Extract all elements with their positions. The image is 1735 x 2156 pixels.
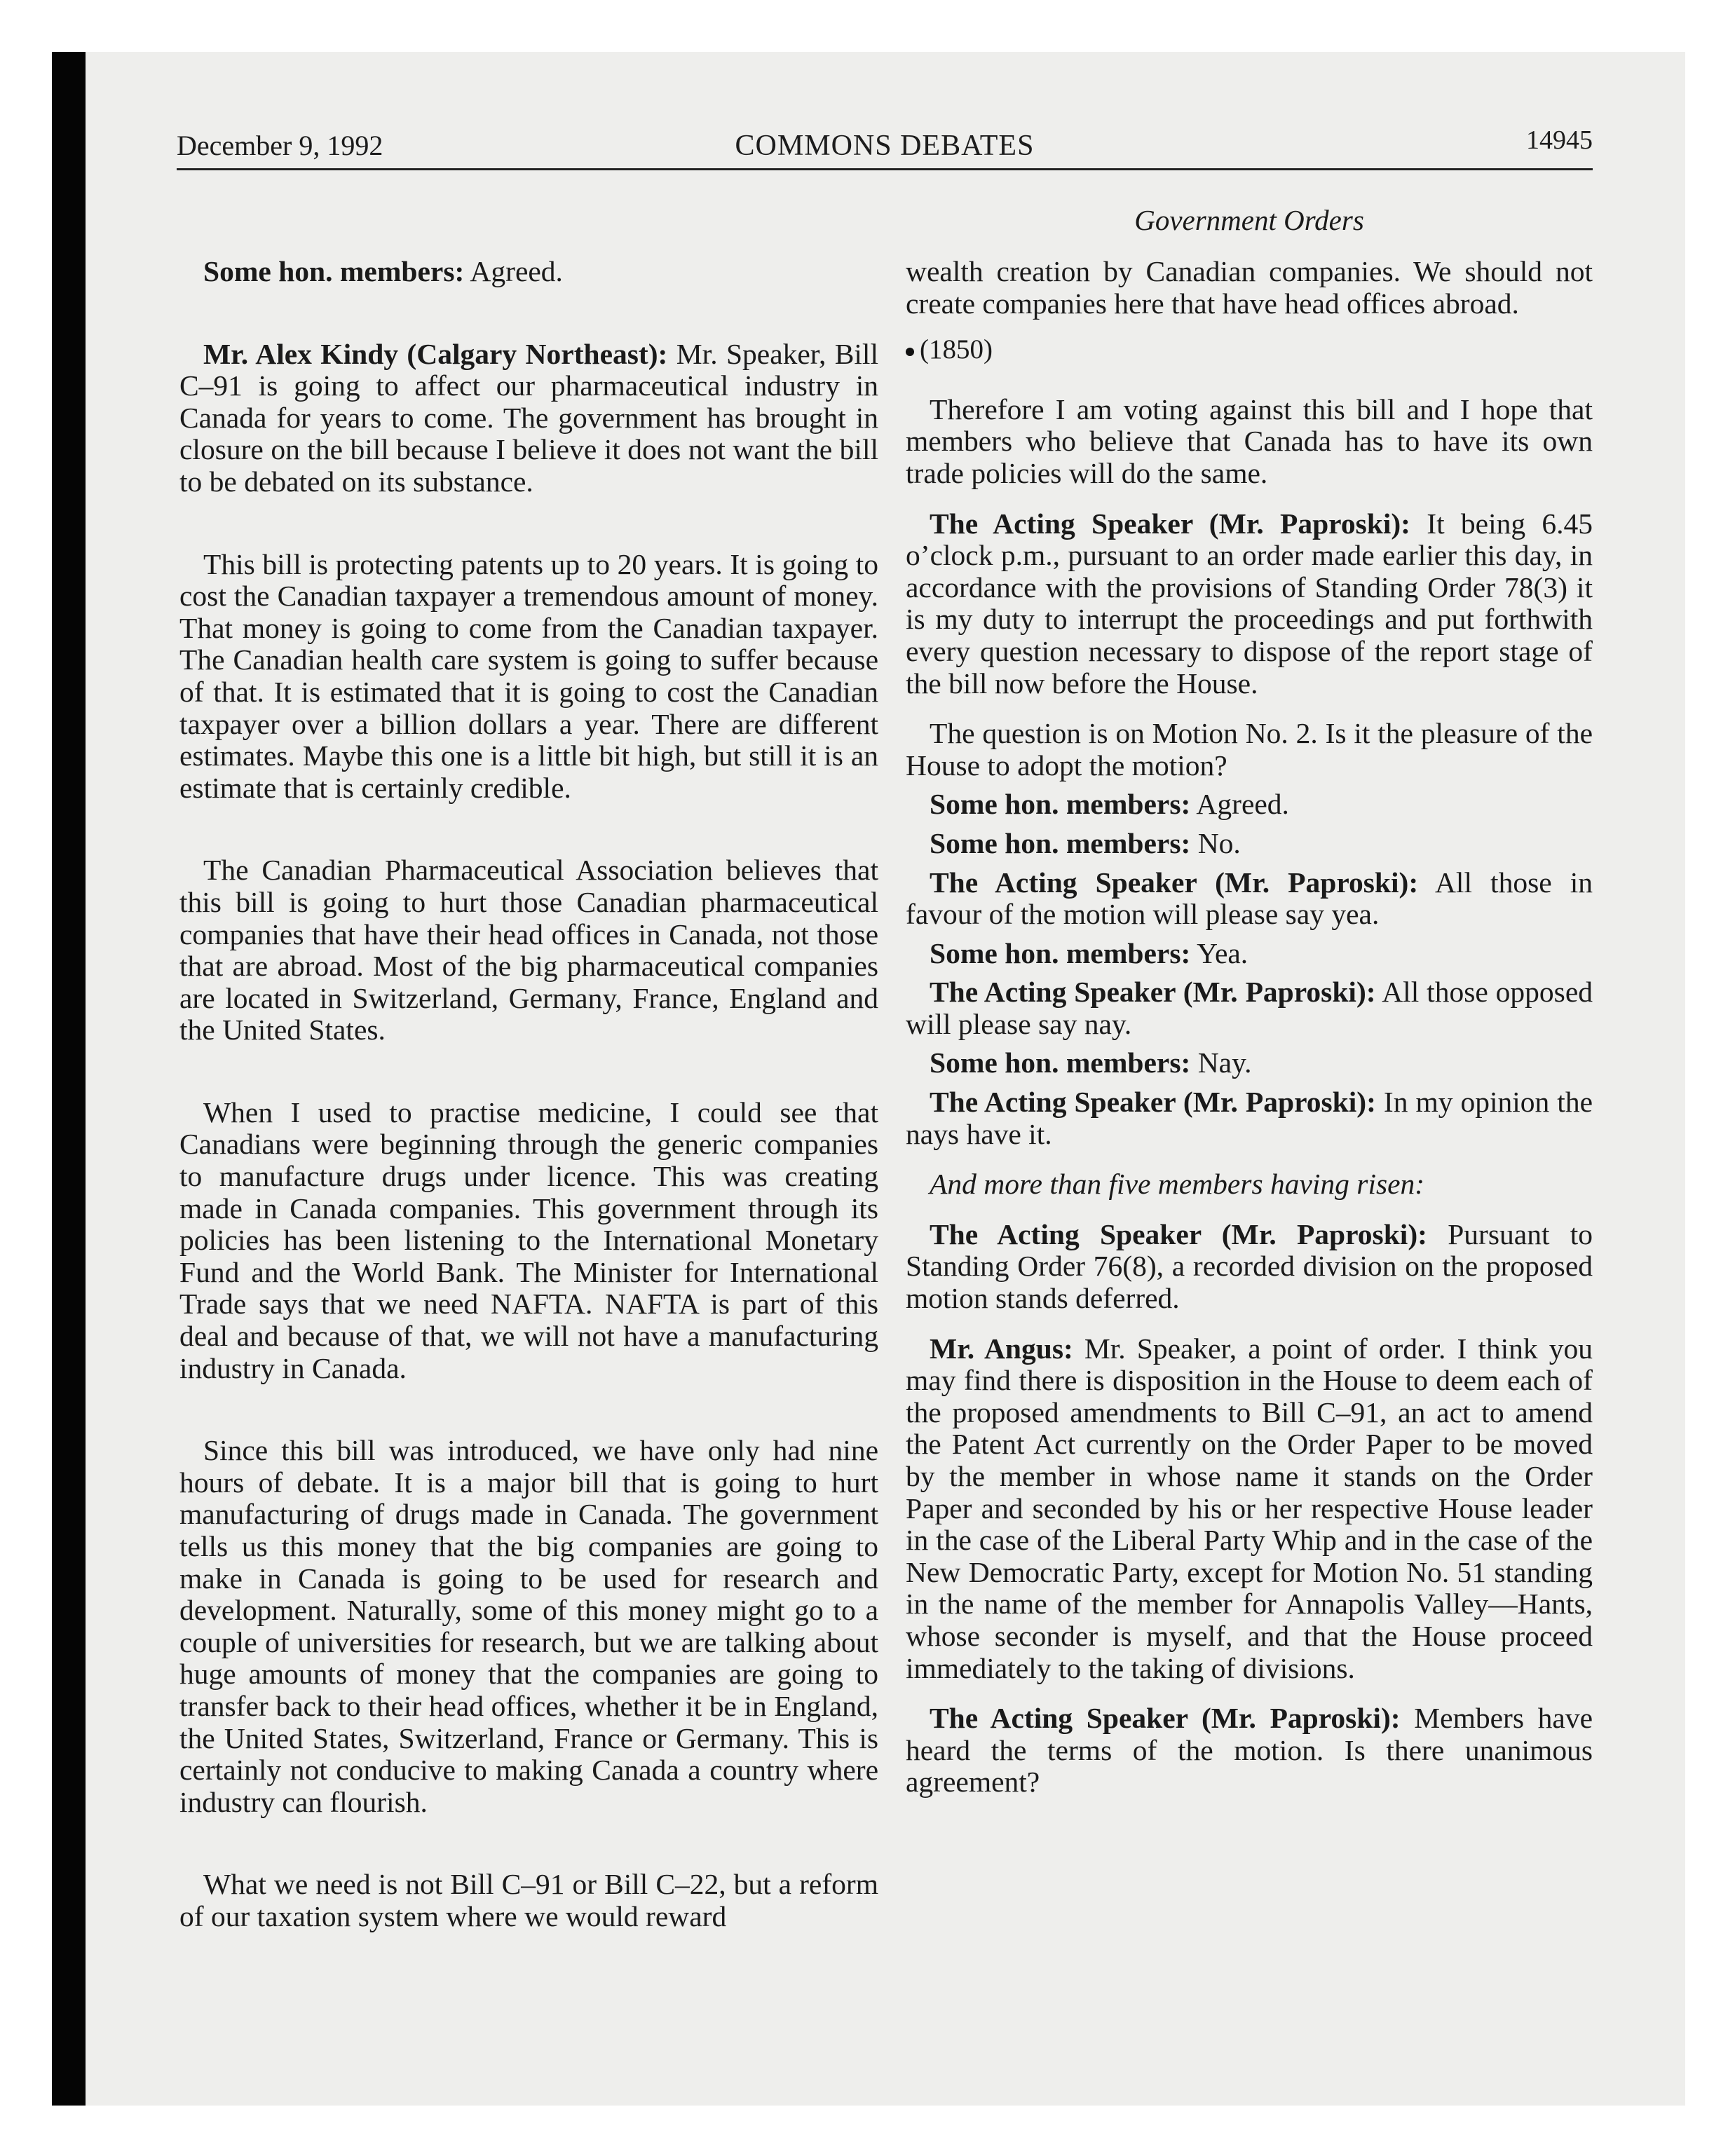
paragraph xyxy=(906,718,1593,782)
paragraph xyxy=(906,938,1593,970)
paragraph-text: When I used to practise medicine, I could see that Canadians were beginning through the generic companies to manufacture drugs under licence. This was creating made in Canada companies. This government through its policies has been listening to the International Monetary Fund and the World Bank. The Minister for International Trade says that we need NAFTA. NAFTA is part of this deal and because of that, we will not have a manufacturing industry in Canada. xyxy=(179,1096,878,1384)
speaker-name: Mr. Alex Kindy (Calgary Northeast): xyxy=(203,337,668,370)
paragraph xyxy=(906,867,1593,931)
speaker-name: The Acting Speaker (Mr. Paproski): xyxy=(930,1086,1376,1119)
speaker-name: Some hon. members: xyxy=(930,1046,1191,1079)
right-column xyxy=(906,256,1593,1799)
speaker-name: The Acting Speaker (Mr. Paproski): xyxy=(930,507,1411,540)
right-paragraphs xyxy=(906,394,1593,1799)
paragraph-text: What we need is not Bill C–91 or Bill C–22, but a reform of our taxation system where we would reward xyxy=(179,1868,878,1932)
paragraph xyxy=(906,976,1593,1040)
paragraph xyxy=(179,1869,878,1932)
page-header xyxy=(177,125,1593,168)
paragraph-text: Members have heard the terms of the motion. Is there unanimous agreement? xyxy=(906,1702,1593,1799)
paragraph xyxy=(906,508,1593,700)
paragraph-text: Nay. xyxy=(1190,1046,1252,1079)
speaker-name: Some hon. members: xyxy=(930,826,1191,859)
bullet-icon xyxy=(906,348,914,356)
paragraph-text: This bill is protecting patents up to 20 years. It is going to cost the Canadian taxpayer a tremendous amount of money. That money is going to come from the Canadian taxpayer. The Canadian health care system is going to suffer because of that. It is estimated that it is going to cost the Canadian taxpayer over a billion dollars a year. There are different estimates. Maybe this one is a little bit high, but still it is an estimate that is certainly credible. xyxy=(179,547,878,804)
paragraph xyxy=(906,789,1593,821)
header-page-number: 14945 xyxy=(1526,125,1593,155)
header-journal-title: COMMONS DEBATES xyxy=(735,130,1035,162)
paragraph-text: Yea. xyxy=(1190,936,1248,969)
paragraph xyxy=(906,394,1593,490)
paragraph xyxy=(179,1097,878,1384)
left-column xyxy=(179,256,878,1933)
paragraph xyxy=(179,854,878,1046)
timestamp-text: (1850) xyxy=(920,334,993,365)
speaker-name: Some hon. members: xyxy=(203,255,465,287)
binding-edge xyxy=(52,52,86,2106)
paragraph xyxy=(906,1168,1593,1201)
paragraph-text: In my opinion the nays have it. xyxy=(906,1086,1593,1150)
paragraph-text: The Canadian Pharmaceutical Association believes that this bill is going to hurt those Canadian pharmaceutical companies that have their head offices in Canada, not those that are abroad. Most of the big pharmaceutical companies are located in Switzerland, Germany, France, England and the United States. xyxy=(179,854,878,1046)
paragraph xyxy=(906,1219,1593,1315)
paragraph-text: Mr. Speaker, Bill C–91 is going to affect our pharmaceutical industry in Canada for years to come. The government has brought in closure on the bill because I believe it does not want the bill to be debated on its substance. xyxy=(179,337,878,498)
speaker-name: The Acting Speaker (Mr. Paproski): xyxy=(930,1702,1401,1735)
paragraph xyxy=(179,549,878,805)
paragraph xyxy=(906,1703,1593,1799)
paragraph-text: Mr. Speaker, a point of order. I think you may find there is disposition in the House to deem each of the proposed amendments to Bill C–91, an act to amend the Patent Act currently on the Order Paper to be moved by the member in whose name it stands on the Order Paper and seconded by his or her respective House leader in the case of the Liberal Party Whip and in the case of the New Democratic Party, except for Motion No. 51 standing in the name of the member for Annapolis Valley—Hants, whose seconder is myself, and that the House proceed immediately to the taking of divisions. xyxy=(906,1332,1593,1684)
paragraph xyxy=(906,828,1593,860)
paragraph xyxy=(906,1086,1593,1150)
paragraph xyxy=(179,339,878,498)
timestamp xyxy=(906,334,1593,366)
header-rule xyxy=(177,168,1593,170)
speaker-name: Some hon. members: xyxy=(930,936,1191,969)
speaker-name: The Acting Speaker (Mr. Paproski): xyxy=(930,976,1376,1009)
paragraph-text: Therefore I am voting against this bill and I hope that members who believe that Canada has to have its own trade policies will do the same. xyxy=(906,393,1593,489)
continuation-text: wealth creation by Canadian companies. We should not create companies here that have head offices abroad. xyxy=(906,255,1593,320)
speaker-name: The Acting Speaker (Mr. Paproski): xyxy=(930,866,1419,899)
stage-direction: And more than five members having risen: xyxy=(930,1168,1425,1201)
speaker-name: The Acting Speaker (Mr. Paproski): xyxy=(930,1217,1427,1250)
speaker-name: Mr. Angus: xyxy=(930,1332,1073,1365)
paragraph-text: It being 6.45 o’clock p.m., pursuant to an order made earlier this day, in accordance with the provisions of Standing Order 78(3) it is my duty to interrupt the proceedings and put forthwith every question necessary to dispose of the report stage of the bill now before the House. xyxy=(906,507,1593,700)
paragraph-text: Agreed. xyxy=(464,255,563,287)
paragraph-text: All those in favour of the motion will please say yea. xyxy=(906,866,1593,931)
paragraph xyxy=(179,1435,878,1818)
paragraph-text: All those opposed will please say nay. xyxy=(906,976,1593,1040)
paragraph-text: Since this bill was introduced, we have only had nine hours of debate. It is a major bill that is going to hurt manufacturing of drugs made in Canada. The government tells us this money that the big companies are going to make in Canada is going to be used for research and development. Naturally, some of this money might go to a couple of universities for research, but we are talking about huge amounts of money that the companies are going to transfer back to their head offices, whether it be in England, the United States, Switzerland, France or Germany. This is certainly not conducive to making Canada a country where industry can flourish. xyxy=(179,1434,878,1818)
section-title: Government Orders xyxy=(1134,204,1364,236)
paragraph-text: No. xyxy=(1190,826,1241,859)
paragraph-text: The question is on Motion No. 2. Is it the pleasure of the House to adopt the motion? xyxy=(906,717,1593,782)
paragraph-text: Agreed. xyxy=(1190,788,1289,821)
paragraph xyxy=(906,1047,1593,1079)
paragraph xyxy=(906,1333,1593,1685)
header-date: December 9, 1992 xyxy=(177,130,383,161)
paragraph-text: Pursuant to Standing Order 76(8), a recorded division on the proposed motion stands deferred. xyxy=(906,1217,1593,1315)
paragraph xyxy=(179,256,878,288)
speaker-name: Some hon. members: xyxy=(930,788,1191,821)
